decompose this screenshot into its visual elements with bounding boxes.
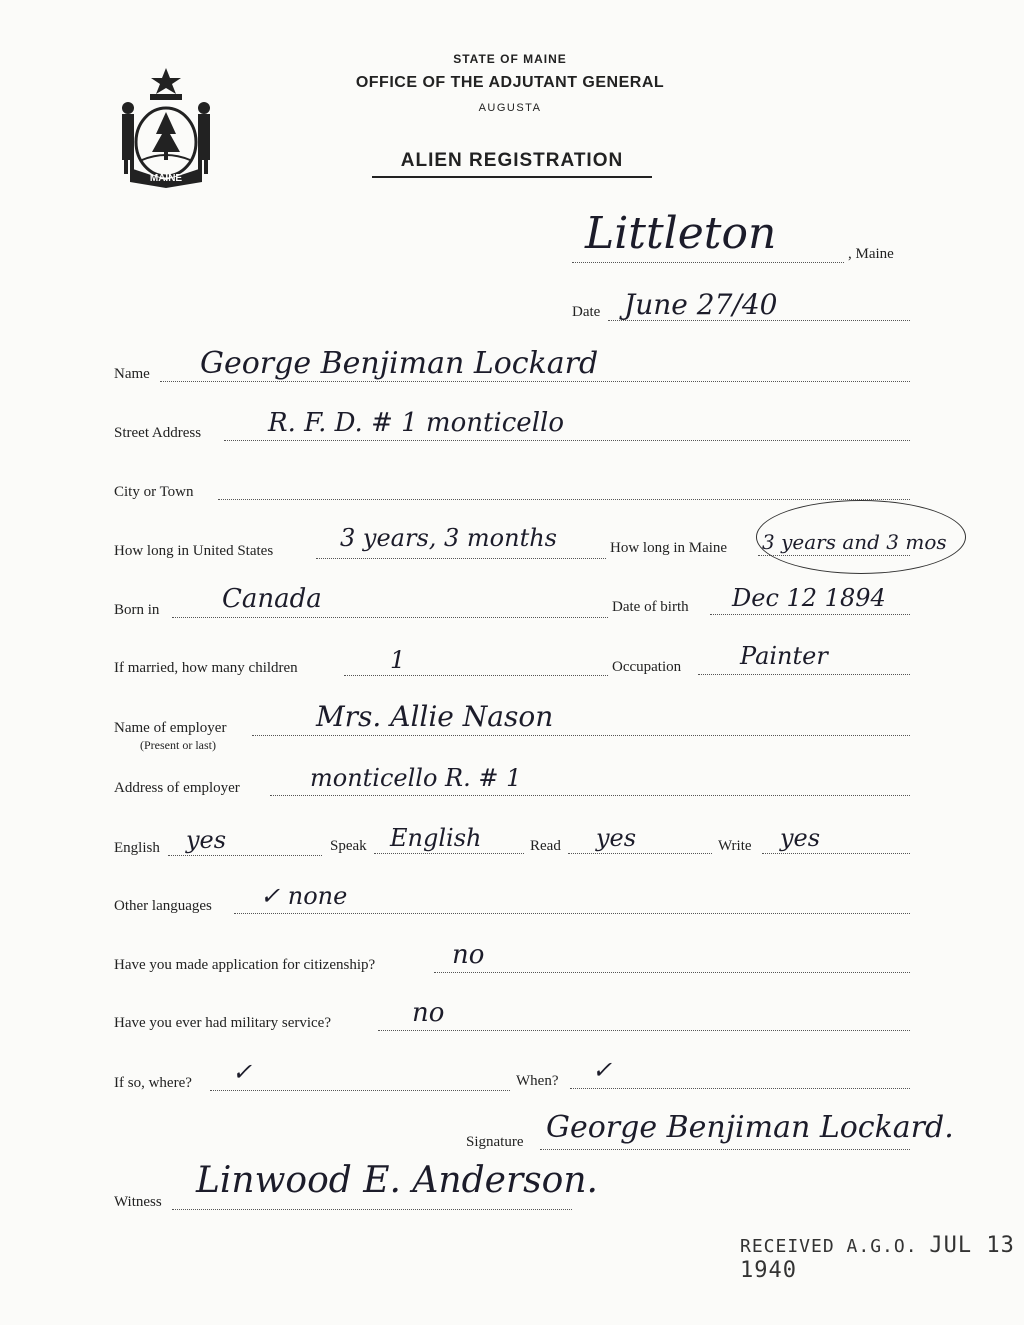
born-in-line	[172, 617, 608, 618]
english-line	[168, 855, 322, 856]
how-long-us-label: How long in United States	[114, 543, 274, 559]
employer-label: Name of employer	[114, 720, 227, 736]
city-label: City or Town	[114, 484, 194, 500]
how-long-maine-label: How long in Maine	[610, 540, 728, 556]
date-value: June 27/40	[624, 288, 778, 321]
employer-address-line	[270, 795, 910, 796]
military-value: no	[412, 998, 445, 1028]
seal-ribbon-text: MAINE	[149, 173, 183, 184]
when-value: ✓	[592, 1056, 613, 1084]
military-line	[378, 1030, 910, 1031]
date-label: Date	[572, 304, 601, 320]
where-value: ✓	[232, 1058, 253, 1086]
citizenship-value: no	[452, 940, 485, 970]
date-of-birth-label: Date of birth	[612, 599, 689, 615]
state-heading: STATE OF MAINE	[453, 52, 567, 66]
read-line	[568, 853, 712, 854]
stamp-date: JUL 13 1940	[740, 1233, 1015, 1283]
form-title: ALIEN REGISTRATION	[400, 150, 624, 171]
write-value: yes	[780, 824, 821, 852]
speak-value: English	[390, 824, 482, 852]
stamp-text: RECEIVED A.G.O.	[740, 1236, 918, 1257]
signature-value: George Benjiman Lockard.	[546, 1110, 954, 1145]
occupation-line	[698, 674, 910, 675]
how-long-maine-value: 3 years and 3 mos	[762, 530, 947, 554]
children-line	[344, 675, 608, 676]
born-in-label: Born in	[114, 602, 160, 618]
read-value: yes	[596, 824, 637, 852]
maine-label: , Maine	[848, 246, 894, 262]
street-label: Street Address	[114, 425, 202, 441]
city-heading: AUGUSTA	[478, 102, 542, 114]
signature-label: Signature	[466, 1134, 524, 1150]
english-label: English	[114, 840, 160, 856]
where-line	[210, 1090, 510, 1091]
town-value: Littleton	[585, 208, 777, 259]
name-label: Name	[114, 366, 150, 382]
read-label: Read	[530, 838, 561, 854]
english-value: yes	[186, 826, 227, 854]
city-line	[218, 499, 910, 500]
citizenship-line	[434, 972, 910, 973]
write-line	[762, 853, 910, 854]
employer-line	[252, 735, 910, 736]
other-languages-label: Other languages	[114, 898, 212, 914]
date-of-birth-value: Dec 12 1894	[732, 584, 886, 612]
children-label: If married, how many children	[114, 660, 298, 676]
when-line	[570, 1088, 910, 1089]
street-value: R. F. D. # 1 monticello	[268, 408, 564, 438]
witness-label: Witness	[114, 1194, 162, 1210]
occupation-value: Painter	[740, 642, 828, 670]
maine-state-seal-icon	[110, 64, 222, 188]
street-line	[224, 440, 910, 441]
speak-line	[374, 853, 524, 854]
office-heading: OFFICE OF THE ADJUTANT GENERAL	[355, 74, 665, 91]
when-label: When?	[516, 1073, 559, 1089]
write-label: Write	[718, 838, 752, 854]
signature-line	[540, 1149, 910, 1150]
occupation-label: Occupation	[612, 659, 682, 675]
citizenship-label: Have you made application for citizenship?	[114, 957, 376, 973]
employer-address-label: Address of employer	[114, 780, 240, 796]
other-languages-line	[234, 913, 910, 914]
employer-address-value: monticello R. # 1	[310, 764, 522, 792]
children-value: 1	[390, 646, 406, 674]
name-line	[160, 381, 910, 382]
born-in-value: Canada	[222, 584, 322, 614]
witness-value: Linwood E. Anderson.	[196, 1160, 598, 1201]
other-languages-value: ✓ none	[260, 882, 348, 910]
military-label: Have you ever had military service?	[114, 1015, 331, 1031]
date-of-birth-line	[710, 614, 910, 615]
speak-label: Speak	[330, 838, 367, 854]
witness-line	[172, 1209, 572, 1210]
employer-note: (Present or last)	[140, 738, 216, 752]
how-long-us-line	[316, 558, 606, 559]
received-stamp	[740, 1233, 1024, 1283]
where-label: If so, where?	[114, 1075, 192, 1091]
town-line	[572, 262, 844, 263]
employer-value: Mrs. Allie Nason	[316, 700, 554, 733]
how-long-us-value: 3 years, 3 months	[340, 524, 557, 552]
name-value: George Benjiman Lockard	[200, 346, 599, 381]
title-underline	[372, 176, 652, 178]
